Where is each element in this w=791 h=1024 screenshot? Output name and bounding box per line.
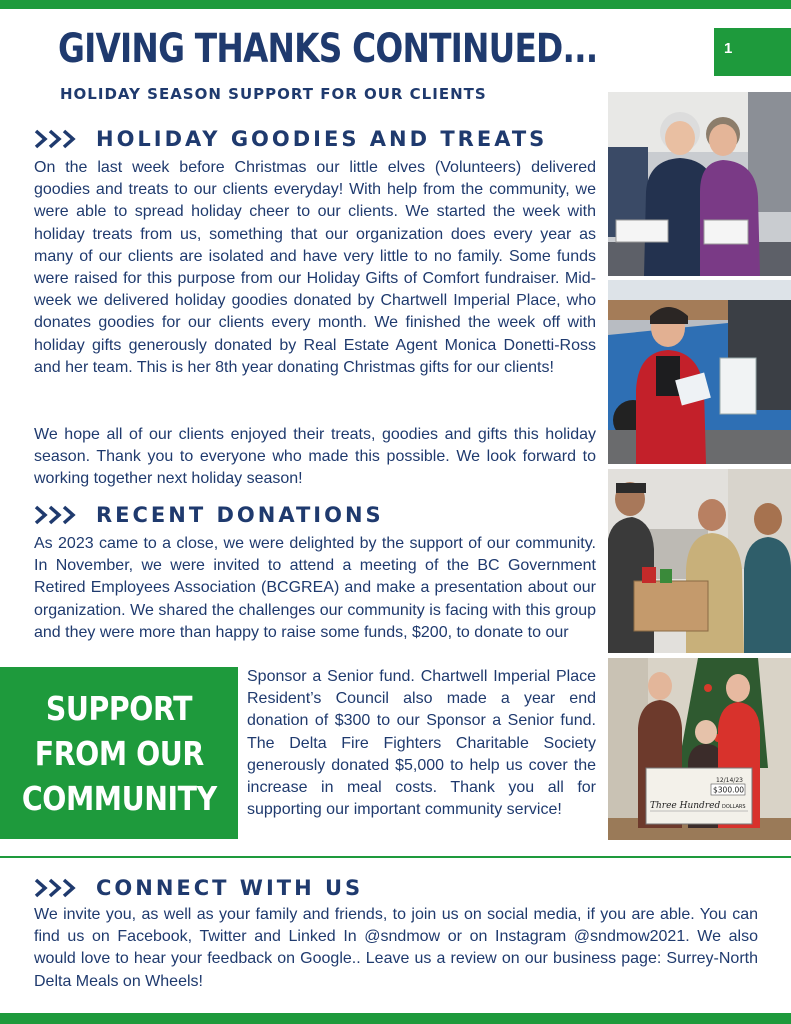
connect-paragraph: We invite you, as well as your family and friends, to join us on social media, if you are able. You can find us on Facebook, Twitter and Linked In @sndmow or on Instagram @sndmow2021. We also would love to hear your feedback on Google.. Leave us a review on our business page: Surrey-North Delta Meals on Wheels! <box>34 906 758 990</box>
page-subtitle: HOLIDAY SEASON SUPPORT FOR OUR CLIENTS <box>60 85 487 103</box>
section-divider <box>0 856 791 858</box>
section-heading-goodies <box>34 126 547 152</box>
triple-chevron-icon <box>34 504 78 526</box>
goodies-paragraph-2: We hope all of our clients enjoyed their treats, goodies and gifts this holiday season. Thank you to everyone who made this possible. We look forward to working together next holiday season! <box>34 426 596 488</box>
triple-chevron-icon <box>34 877 78 899</box>
support-callout-line: FROM OUR <box>34 733 204 773</box>
photo-volunteer-with-gift-bag <box>608 280 791 464</box>
section-title: RECENT DONATIONS <box>96 503 384 527</box>
photo-donation-box <box>608 469 791 653</box>
section-title: CONNECT WITH US <box>96 876 364 900</box>
goodies-paragraph-1: On the last week before Christmas our little elves (Volunteers) delivered goodies and treats to our clients everyday! With help from the community, we were able to spread holiday cheer to our clients. We started the week with holiday treats from us, something that our organization does every year as many of our clients are isolated and have very little to no family. Some funds were raised for this purpose from our Holiday Gifts of Comfort fundraiser. Mid-week we delivered holiday goodies donated by Chartwell Imperial Place, who donates goodies for our clients every month. We finished the week off with holiday gifts generously donated by Real Estate Agent Monica Donetti-Ross and her team. This is her 8th year donating Christmas gifts for our clients! <box>34 159 596 376</box>
page-title: GIVING THANKS CONTINUED... <box>58 26 598 72</box>
donations-paragraph-1: As 2023 came to a close, we were delighted by the support of our community. In November, we were invited to attend a meeting of the BC Government Retired Employees Association (BCGREA) and make a presentation about our organization. We shared the challenges our community is facing with this group and they were more than happy to raise some funds, $200, to donate to our <box>34 535 596 641</box>
support-callout <box>0 667 238 839</box>
support-callout-line: COMMUNITY <box>21 778 217 818</box>
triple-chevron-icon <box>34 128 78 150</box>
cheque-currency: DOLLARS <box>722 804 746 810</box>
bottom-border <box>0 1013 791 1024</box>
cheque-date: 12/14/23 <box>716 777 743 784</box>
donations-paragraph-2: Sponsor a Senior fund. Chartwell Imperial Place Resident’s Council also made a year end donation of $300 to our Sponsor a Senior fund. The Delta Fire Fighters Charitable Society generously donated $5,000 to help us cover the increase in meal costs. Thank you all for supporting our important community service! <box>247 668 596 819</box>
support-callout-line: SUPPORT <box>45 688 193 728</box>
section-heading-donations <box>34 502 384 528</box>
cheque-amount-numeric: $300.00 <box>713 785 745 795</box>
page-number-badge <box>714 28 791 76</box>
page-number: 1 <box>724 40 733 57</box>
photo-cheque-presentation <box>608 658 791 840</box>
photo-volunteers-with-treats <box>608 92 791 276</box>
cheque-amount-words: Three Hundred <box>650 801 721 811</box>
section-heading-connect <box>34 875 363 901</box>
top-border <box>0 0 791 9</box>
section-title: HOLIDAY GOODIES AND TREATS <box>96 127 548 151</box>
